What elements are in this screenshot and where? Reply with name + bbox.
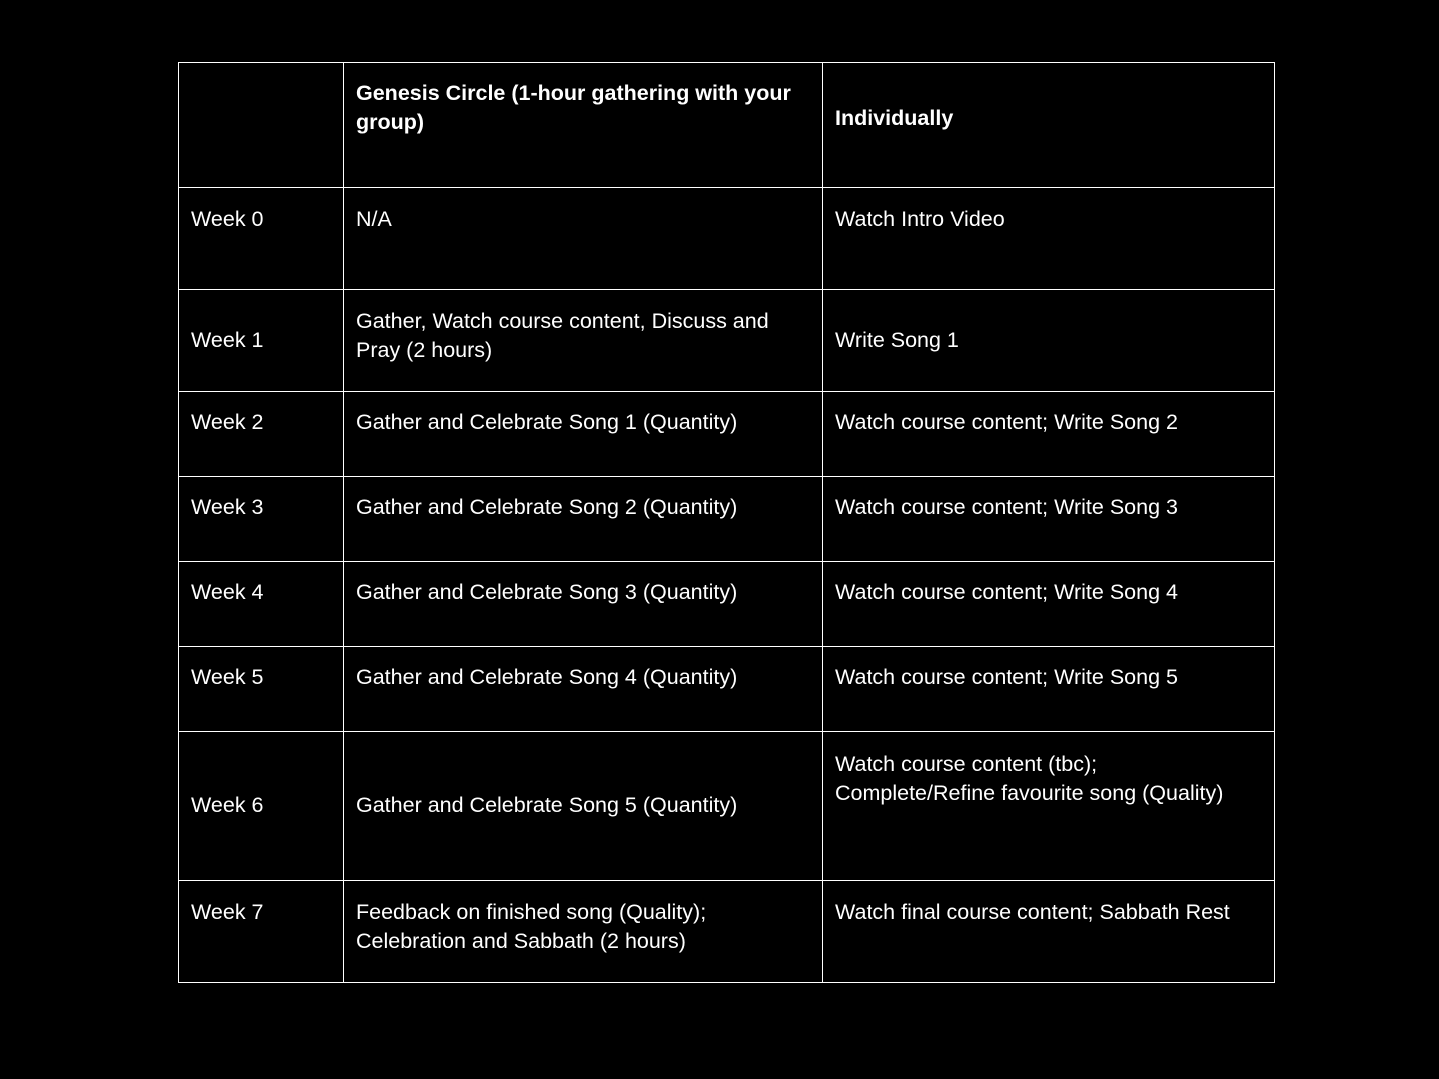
table-header-row <box>179 63 1275 188</box>
cell-genesis-circle: Gather and Celebrate Song 1 (Quantity) <box>344 392 823 477</box>
cell-individually: Watch course content (tbc); Complete/Refine favourite song (Quality) <box>823 732 1275 881</box>
cell-individually: Watch course content; Write Song 5 <box>823 647 1275 732</box>
table-row <box>179 290 1275 392</box>
cell-week: Week 5 <box>179 647 344 732</box>
cell-week: Week 0 <box>179 188 344 290</box>
table-row <box>179 392 1275 477</box>
cell-week: Week 3 <box>179 477 344 562</box>
cell-genesis-circle: Gather and Celebrate Song 4 (Quantity) <box>344 647 823 732</box>
table-row <box>179 732 1275 881</box>
column-header-genesis-circle: Genesis Circle (1-hour gathering with your group) <box>344 63 823 188</box>
cell-individually: Watch course content; Write Song 3 <box>823 477 1275 562</box>
cell-individually: Write Song 1 <box>823 290 1275 392</box>
schedule-table <box>178 62 1275 983</box>
table-row <box>179 188 1275 290</box>
cell-week: Week 7 <box>179 881 344 983</box>
cell-individually: Watch Intro Video <box>823 188 1275 290</box>
cell-week: Week 2 <box>179 392 344 477</box>
cell-genesis-circle: Gather and Celebrate Song 2 (Quantity) <box>344 477 823 562</box>
cell-week: Week 6 <box>179 732 344 881</box>
table-row <box>179 562 1275 647</box>
column-header-week <box>179 63 344 188</box>
schedule-table-container <box>178 62 1274 983</box>
cell-genesis-circle: N/A <box>344 188 823 290</box>
table-row <box>179 477 1275 562</box>
table-row <box>179 881 1275 983</box>
cell-genesis-circle: Gather and Celebrate Song 3 (Quantity) <box>344 562 823 647</box>
cell-individually: Watch course content; Write Song 2 <box>823 392 1275 477</box>
cell-week: Week 1 <box>179 290 344 392</box>
cell-individually: Watch course content; Write Song 4 <box>823 562 1275 647</box>
cell-genesis-circle: Feedback on finished song (Quality); Celebration and Sabbath (2 hours) <box>344 881 823 983</box>
cell-genesis-circle: Gather and Celebrate Song 5 (Quantity) <box>344 732 823 881</box>
cell-week: Week 4 <box>179 562 344 647</box>
cell-individually: Watch final course content; Sabbath Rest <box>823 881 1275 983</box>
table-row <box>179 647 1275 732</box>
cell-genesis-circle: Gather, Watch course content, Discuss and Pray (2 hours) <box>344 290 823 392</box>
column-header-individually: Individually <box>823 63 1275 188</box>
